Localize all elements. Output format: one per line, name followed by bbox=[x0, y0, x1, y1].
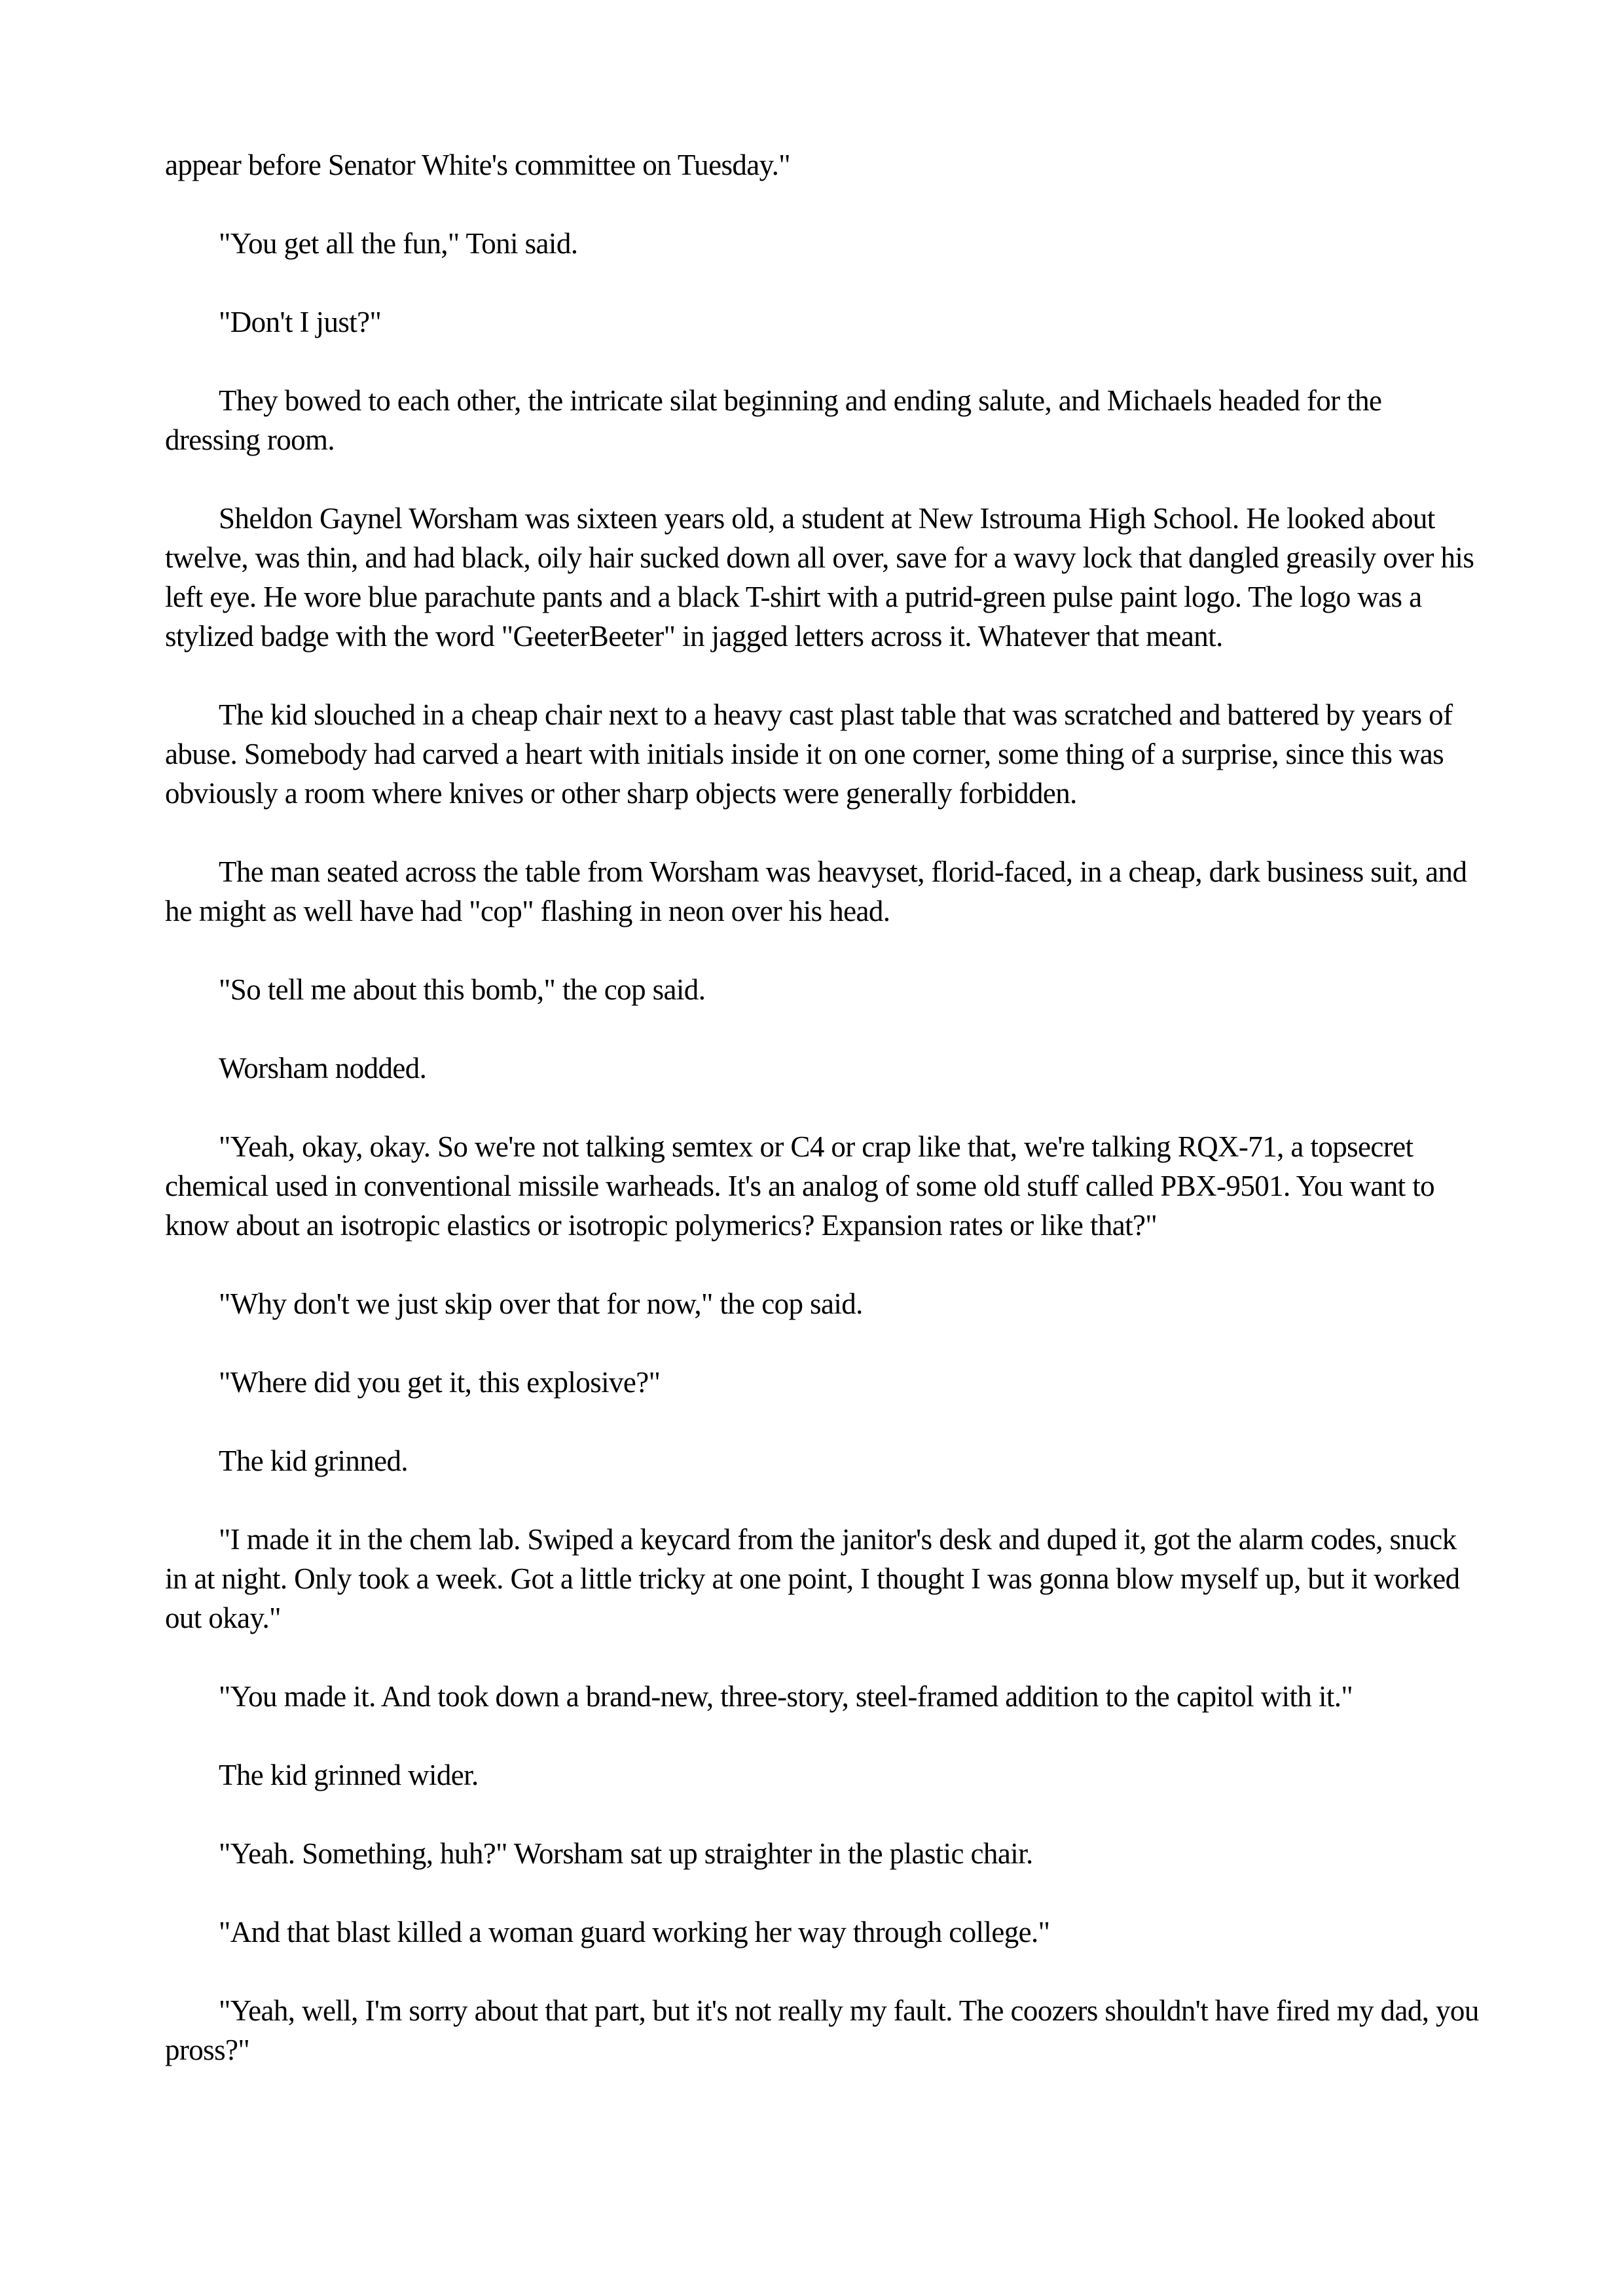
paragraph-19: "Yeah, well, I'm sorry about that part, but it's not really my fault. The coozers shouldn't have fired my dad, you pross?" bbox=[165, 1994, 1479, 2066]
paragraph-2: "You get all the fun," Toni said. bbox=[219, 227, 578, 260]
paragraph-15: "You made it. And took down a brand-new, three-story, steel-framed addition to the capitol with it." bbox=[219, 1680, 1353, 1713]
paragraph-6: The kid slouched in a cheap chair next to a heavy cast plast table that was scratched and battered by years of abuse. Somebody had carved a heart with initials inside it on one corner, some thing of a surprise, since this was obviously a room where knives or other sharp objects were generally forbidden. bbox=[165, 698, 1453, 810]
paragraph-9: Worsham nodded. bbox=[219, 1052, 427, 1085]
paragraph-5: Sheldon Gaynel Worsham was sixteen years old, a student at New Istrouma High School. He looked about twelve, was thin, and had black, oily hair sucked down all over, save for a wavy lock that dangled greasily over his left eye. He wore blue parachute pants and a black T-shirt with a putrid-green pulse paint logo. The logo was a stylized badge with the word "GeeterBeeter" in jagged letters across it. Whatever that meant. bbox=[165, 502, 1474, 653]
paragraph-8: "So tell me about this bomb," the cop said. bbox=[219, 973, 706, 1006]
paragraph-16: The kid grinned wider. bbox=[219, 1759, 479, 1791]
paragraph-18: "And that blast killed a woman guard working her way through college." bbox=[219, 1916, 1050, 1948]
paragraph-12: "Where did you get it, this explosive?" bbox=[219, 1366, 661, 1399]
paragraph-17: "Yeah. Something, huh?" Worsham sat up straighter in the plastic chair. bbox=[219, 1837, 1033, 1870]
paragraph-14: "I made it in the chem lab. Swiped a keycard from the janitor's desk and duped it, got the alarm codes, snuck in at night. Only took a week. Got a little tricky at one point, I thought I was gonna blow myself up, but it worked out okay." bbox=[165, 1523, 1460, 1634]
paragraph-1: appear before Senator White's committee on Tuesday." bbox=[165, 149, 791, 181]
paragraph-3: "Don't I just?" bbox=[219, 306, 382, 338]
paragraph-7: The man seated across the table from Worsham was heavyset, florid-faced, in a cheap, dark business suit, and he might as well have had "cop" flashing in neon over his head. bbox=[165, 855, 1467, 927]
paragraph-4: They bowed to each other, the intricate silat beginning and ending salute, and Michaels headed for the dressing room. bbox=[165, 384, 1382, 456]
body-text bbox=[165, 145, 1481, 2109]
paragraph-11: "Why don't we just skip over that for now," the cop said. bbox=[219, 1287, 863, 1320]
paragraph-13: The kid grinned. bbox=[219, 1444, 409, 1477]
paragraph-10: "Yeah, okay, okay. So we're not talking semtex or C4 or crap like that, we're talking RQX-71, a topsecret chemical used in conventional missile warheads. It's an analog of some old stuff called PBX-9501. You want to know about an isotropic elastics or isotropic polymerics? Expansion rates or like that?" bbox=[165, 1130, 1435, 1242]
